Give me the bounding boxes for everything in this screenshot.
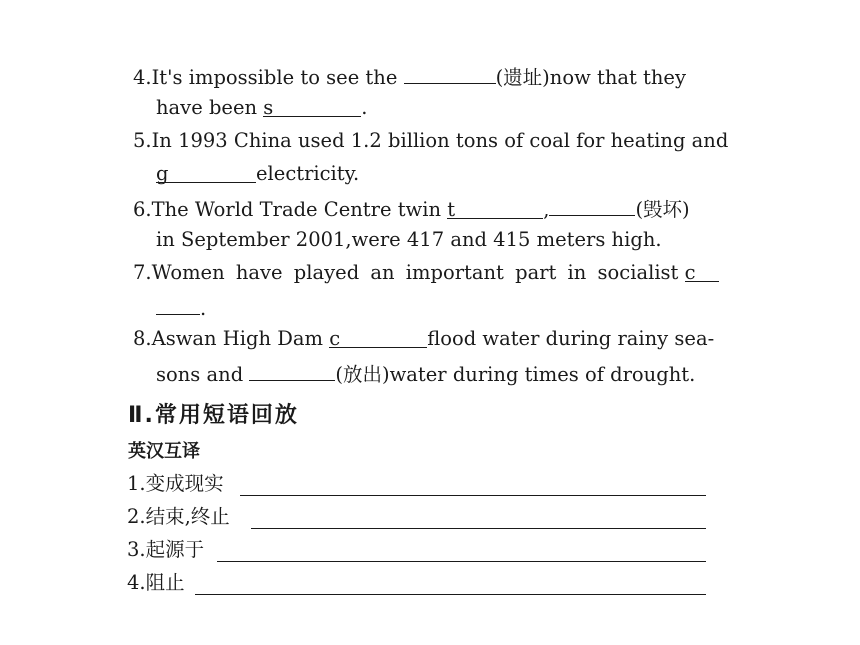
q6-blank-1-letter: t [447, 198, 456, 221]
q8-hint: (放出)water during times of drought. [335, 363, 696, 386]
q5-blank[interactable] [156, 161, 256, 183]
q8-blank-1-letter: c [329, 327, 341, 350]
q6-blank-2[interactable] [549, 194, 635, 216]
translate-item-1 [127, 471, 224, 497]
q5-line2 [156, 161, 359, 187]
section-title: Ⅱ.常用短语回放 [128, 403, 299, 428]
q4-text-b: have been [156, 96, 258, 119]
q4-line1 [133, 62, 686, 91]
q4-blank-2-letter: s [263, 96, 274, 119]
q6-comma: , [543, 198, 550, 221]
q8-line1 [133, 326, 714, 352]
q6-line1 [133, 194, 690, 223]
translate-item-4-text: 阻止 [145, 571, 185, 594]
q8-blank-1[interactable] [329, 326, 427, 348]
q5-blank-letter: g [156, 162, 169, 185]
q4-text-a: It's impossible to see the [151, 66, 398, 89]
q7-period: . [200, 297, 207, 320]
q8-number: 8. [133, 327, 152, 350]
translate-item-1-answer-line[interactable] [240, 495, 706, 496]
q5-number: 5. [133, 129, 152, 152]
q7-blank-letter: c [684, 261, 696, 284]
translate-item-4-number: 4. [127, 571, 146, 594]
q8-text-a: Aswan High Dam [151, 327, 324, 350]
q7-text-a: Women have played an important part in socialist [151, 261, 679, 284]
translate-item-2 [127, 504, 230, 530]
translate-item-1-text: 变成现实 [145, 472, 224, 495]
q8-line2 [156, 359, 695, 388]
translate-item-2-answer-line[interactable] [251, 528, 706, 529]
translate-item-3 [127, 537, 204, 563]
q4-hint: (遗址)now that they [495, 66, 686, 89]
translate-item-2-text: 结束,终止 [145, 505, 230, 528]
q8-blank-2[interactable] [249, 359, 335, 381]
q6-text-b: in September 2001,were 417 and 415 meters high. [156, 228, 662, 251]
translate-item-3-answer-line[interactable] [217, 561, 706, 562]
q6-line2 [156, 227, 662, 253]
q6-hint: (毁坏) [635, 198, 690, 221]
q7-line2 [156, 293, 206, 322]
q6-blank-1[interactable] [447, 197, 543, 219]
q5-text-a: In 1993 China used 1.2 billion tons of coal for heating and [151, 129, 729, 152]
q6-text-a: The World Trade Centre twin [151, 198, 442, 221]
translate-item-4-answer-line[interactable] [195, 594, 706, 595]
q7-blank-2[interactable] [156, 293, 200, 315]
q7-line1 [133, 260, 719, 286]
q5-text-b: electricity. [256, 162, 360, 185]
q4-number: 4. [133, 66, 152, 89]
q4-blank-1[interactable] [404, 62, 496, 84]
translate-item-3-number: 3. [127, 538, 146, 561]
q4-period: . [361, 96, 368, 119]
q8-text-c: sons and [156, 363, 244, 386]
translate-item-1-number: 1. [127, 472, 146, 495]
translate-item-3-text: 起源于 [145, 538, 205, 561]
q7-number: 7. [133, 261, 152, 284]
translate-item-4 [127, 570, 185, 596]
section-subtitle: 英汉互译 [128, 441, 200, 462]
translate-item-2-number: 2. [127, 505, 146, 528]
q7-blank-1[interactable] [685, 260, 719, 282]
q8-text-b: flood water during rainy sea- [427, 327, 715, 350]
q4-blank-2[interactable] [263, 95, 361, 117]
q4-line2 [156, 95, 367, 121]
q5-line1 [133, 128, 728, 154]
q6-number: 6. [133, 198, 152, 221]
